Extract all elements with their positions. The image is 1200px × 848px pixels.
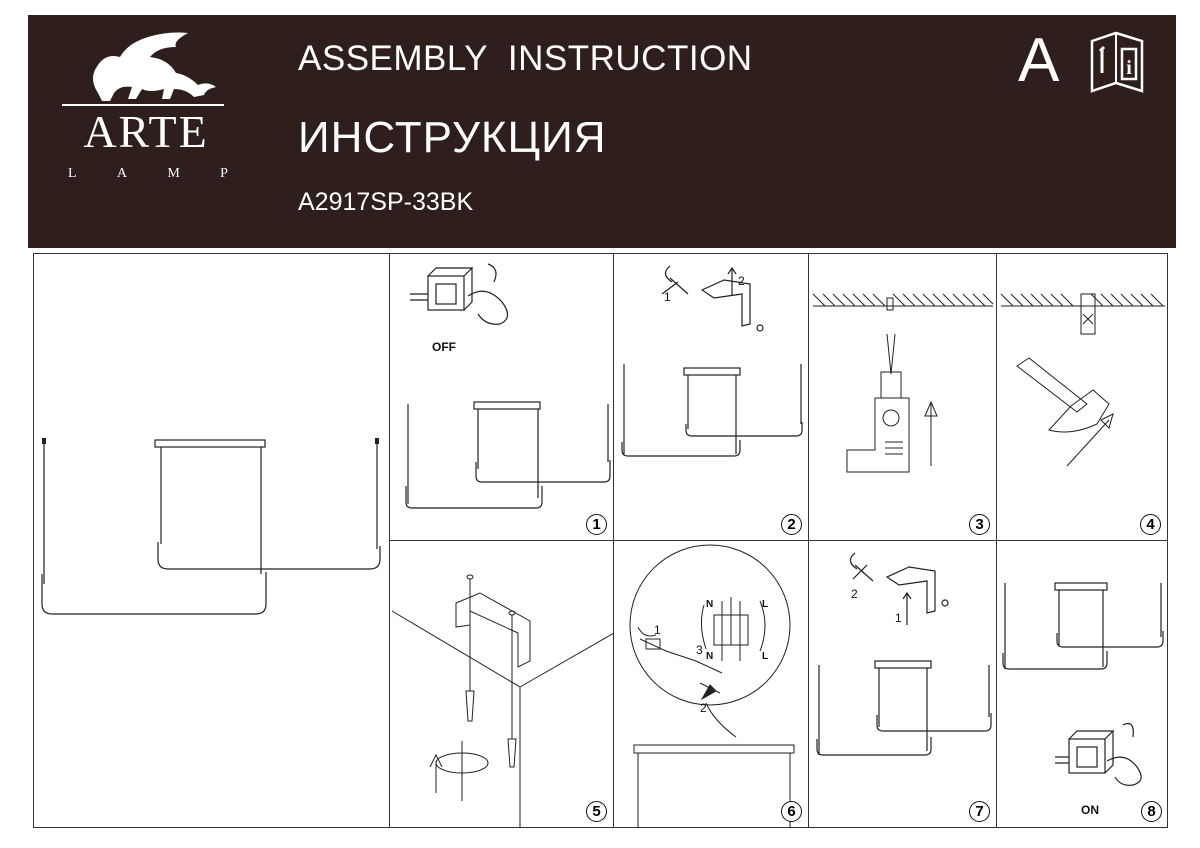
brand-subtitle xyxy=(68,166,228,182)
step-5-panel xyxy=(390,541,614,828)
step-number-badge: 8 xyxy=(1141,801,1162,822)
header-banner xyxy=(28,15,1176,248)
info-glyph: i xyxy=(1126,57,1132,79)
manual-info-icon xyxy=(1086,27,1148,97)
overview-panel xyxy=(34,254,390,828)
terminal-label-l: L xyxy=(762,651,769,662)
wiring-connection-drawing xyxy=(614,541,809,828)
bracket-fix-drawing xyxy=(809,541,997,828)
brand-sub-letter: M xyxy=(167,166,180,181)
switch-off-drawing xyxy=(390,254,614,541)
terminal-label-l: L xyxy=(762,599,769,610)
brand-sub-letter: L xyxy=(68,166,77,181)
step-number-badge: 1 xyxy=(586,514,607,535)
title-russian: ИНСТРУКЦИЯ xyxy=(298,113,607,162)
language-letter: A xyxy=(1018,26,1060,95)
step-2-panel xyxy=(614,254,809,541)
hammer-anchor-drawing xyxy=(997,254,1168,541)
arte-lamp-logo xyxy=(58,23,228,198)
title-english: ASSEMBLY INSTRUCTION xyxy=(298,39,753,78)
drill-ceiling-drawing xyxy=(809,254,997,541)
arrow-label-2: 2 xyxy=(700,701,707,715)
arrow-label-1: 1 xyxy=(654,623,661,637)
step-number-badge: 4 xyxy=(1140,514,1161,535)
step-number-badge: 7 xyxy=(969,801,990,822)
step-4-panel xyxy=(997,254,1168,541)
brand-sub-letter: A xyxy=(116,166,128,181)
step-number-badge: 3 xyxy=(969,514,990,535)
arrow-label-1: 1 xyxy=(895,611,902,625)
terminal-label-n: N xyxy=(706,599,714,610)
step-number-badge: 2 xyxy=(781,514,802,535)
off-label: OFF xyxy=(432,340,456,354)
step-number-badge: 6 xyxy=(781,801,802,822)
arrow-label-2: 2 xyxy=(738,274,745,288)
bracket-removal-drawing xyxy=(614,254,809,541)
step-8-panel xyxy=(997,541,1168,828)
brand-sub-letter: P xyxy=(220,166,228,181)
step-7-panel xyxy=(809,541,997,828)
instruction-grid xyxy=(33,253,1168,828)
step-6-panel xyxy=(614,541,809,828)
step-3-panel xyxy=(809,254,997,541)
griffin-icon xyxy=(58,23,228,113)
step-number-badge: 5 xyxy=(586,801,607,822)
switch-on-drawing xyxy=(997,541,1168,828)
arrow-label-1: 1 xyxy=(664,290,671,304)
terminal-label-n: N xyxy=(706,651,714,662)
lamp-overview-drawing xyxy=(34,254,390,828)
model-number: A2917SP-33BK xyxy=(298,188,474,216)
on-label: ON xyxy=(1081,803,1099,817)
brand-name: ARTE xyxy=(83,106,209,157)
arrow-label-2: 2 xyxy=(851,587,858,601)
mount-bracket-drawing xyxy=(390,541,614,828)
step-1-panel xyxy=(390,254,614,541)
arrow-label-3: 3 xyxy=(696,643,703,657)
